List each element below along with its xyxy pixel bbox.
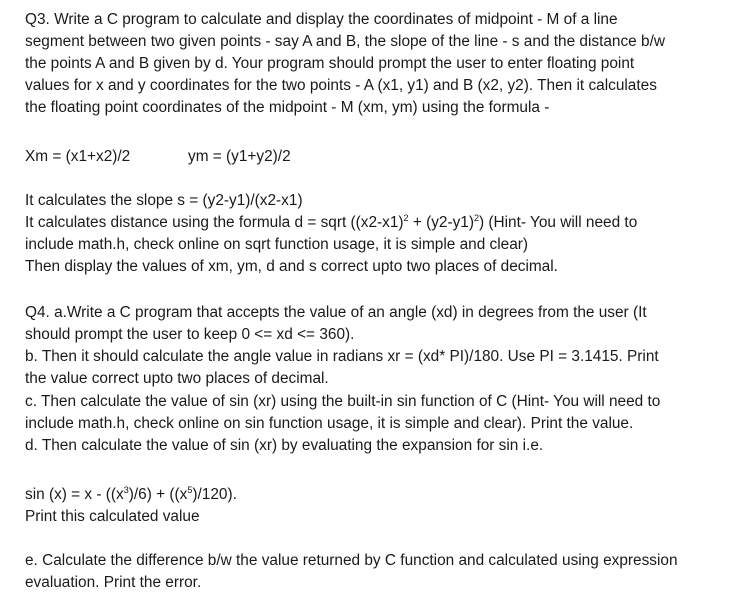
q3-line-3: the points A and B given by d. Your program should prompt the user to enter floating point bbox=[25, 55, 635, 72]
q3-line-4: values for x and y coordinates for the two points - A (x1, y1) and B (x2, y2). Then it calculates bbox=[25, 77, 657, 94]
sin-text-1: sin (x) = x - ((x bbox=[25, 486, 124, 503]
q4-line-1: Q4. a.Write a C program that accepts the value of an angle (xd) in degrees from the user (It bbox=[25, 304, 647, 321]
sin-text-2: )/6) + ((x bbox=[128, 486, 188, 503]
distance-text-3: ) (Hint- You will need to bbox=[479, 214, 638, 231]
distance-text-1: It calculates distance using the formula d = sqrt ((x2-x1) bbox=[25, 214, 404, 231]
slope-line: It calculates the slope s = (y2-y1)/(x2-x1) bbox=[25, 192, 303, 209]
distance-exponent-1: 2 bbox=[403, 213, 409, 223]
q4-e-line-2: evaluation. Print the error. bbox=[25, 574, 202, 591]
formula-ym: ym = (y1+y2)/2 bbox=[188, 148, 291, 165]
q4-line-7: d. Then calculate the value of sin (xr) by evaluating the expansion for sin i.e. bbox=[25, 437, 544, 454]
midpoint-formulas bbox=[25, 146, 425, 168]
sin-text-3: )/120). bbox=[192, 486, 237, 503]
sin-exponent-3: 3 bbox=[123, 485, 129, 495]
q3-after-line-1: include math.h, check online on sqrt function usage, it is simple and clear) bbox=[25, 236, 529, 253]
distance-text-2: + (y2-y1) bbox=[408, 214, 474, 231]
q3-line-5: the floating point coordinates of the midpoint - M (xm, ym) using the formula - bbox=[25, 99, 550, 116]
q4-line-6: include math.h, check online on sin function usage, it is simple and clear). Print the value. bbox=[25, 415, 634, 432]
q4-line-2: should prompt the user to keep 0 <= xd <= 360). bbox=[25, 326, 355, 343]
q4-e-line-1: e. Calculate the difference b/w the value returned by C function and calculated using expression bbox=[25, 552, 678, 569]
distance-exponent-2: 2 bbox=[473, 213, 479, 223]
sin-exponent-5: 5 bbox=[187, 485, 193, 495]
q3-after-line-2: Then display the values of xm, ym, d and s correct upto two places of decimal. bbox=[25, 258, 558, 275]
q3-line-2: segment between two given points - say A and B, the slope of the line - s and the distance b/w bbox=[25, 33, 665, 50]
print-line: Print this calculated value bbox=[25, 508, 200, 525]
q4-line-3: b. Then it should calculate the angle value in radians xr = (xd* PI)/180. Use PI = 3.1415. Print bbox=[25, 348, 659, 365]
q4-line-5: c. Then calculate the value of sin (xr) using the built-in sin function of C (Hint- You will need to bbox=[25, 393, 661, 410]
distance-line bbox=[25, 212, 637, 234]
q3-line-1: Q3. Write a C program to calculate and display the coordinates of midpoint - M of a line bbox=[25, 11, 618, 28]
sin-formula bbox=[25, 484, 237, 506]
q4-line-4: the value correct upto two places of decimal. bbox=[25, 370, 329, 387]
formula-xm: Xm = (x1+x2)/2 bbox=[25, 148, 131, 165]
